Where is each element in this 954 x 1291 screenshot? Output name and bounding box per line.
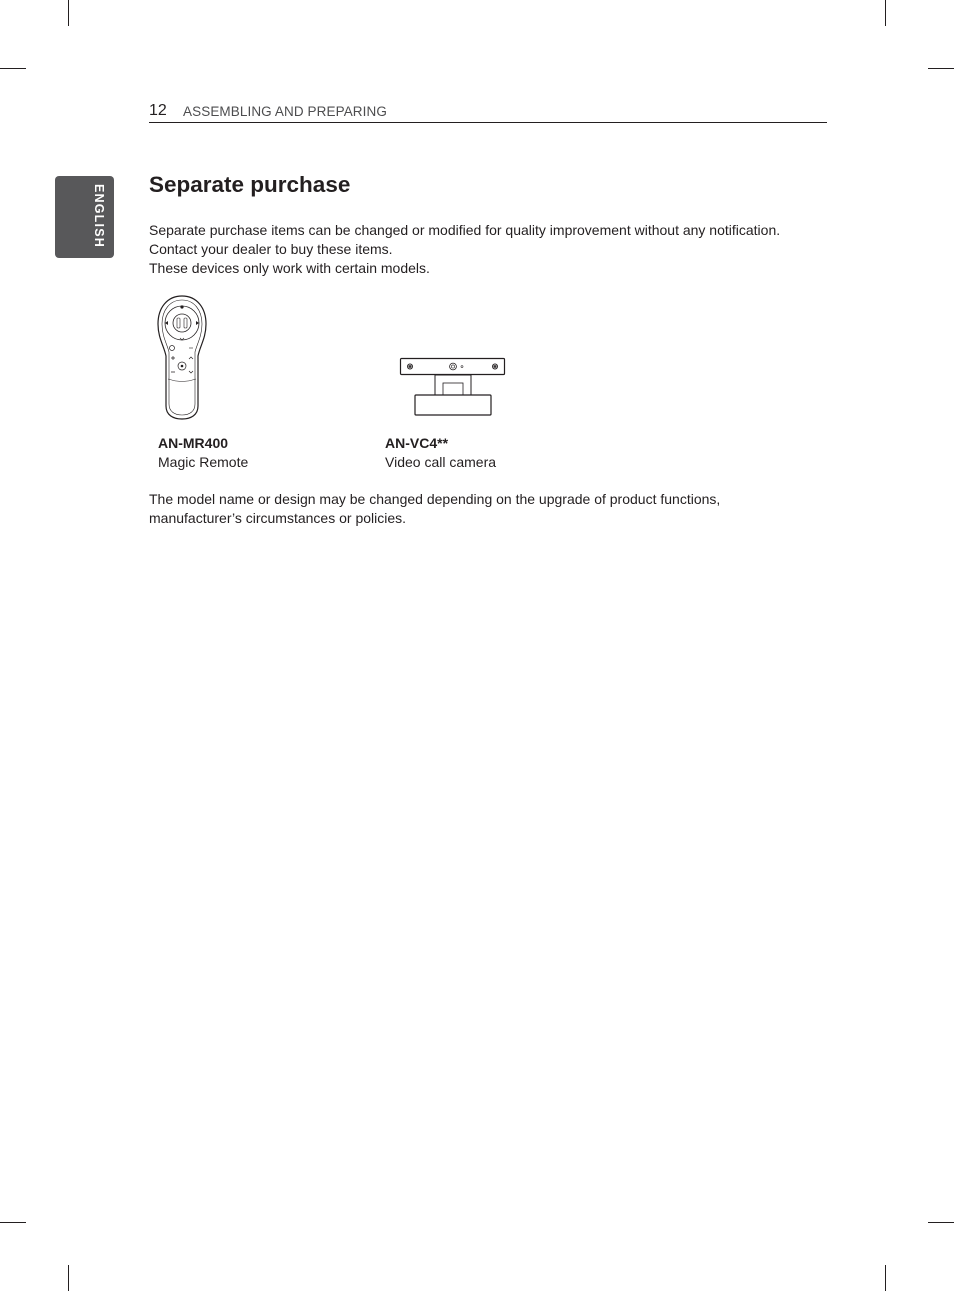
page-number: 12 xyxy=(149,102,167,119)
crop-mark xyxy=(0,68,26,69)
product-magic-remote xyxy=(155,294,211,420)
note-line: manufacturer’s circumstances or policies. xyxy=(149,510,407,526)
intro-line: These devices only work with certain models. xyxy=(149,260,430,276)
intro-line: Contact your dealer to buy these items. xyxy=(149,241,393,257)
language-tab xyxy=(55,176,114,258)
note-line: The model name or design may be changed depending on the upgrade of product functions, xyxy=(149,491,721,507)
product-video-call-camera xyxy=(399,357,507,417)
crop-mark xyxy=(885,1265,886,1291)
product-description: Magic Remote xyxy=(158,454,249,470)
crop-mark xyxy=(0,1222,26,1223)
language-label: ENGLISH xyxy=(92,184,106,248)
product-model: AN-MR400 xyxy=(158,435,229,451)
crop-mark xyxy=(885,0,886,26)
crop-mark xyxy=(928,1222,954,1223)
crop-mark xyxy=(68,1265,69,1291)
page-title: Separate purchase xyxy=(149,172,351,197)
intro-line: Separate purchase items can be changed or modified for quality improvement without any notification. xyxy=(149,222,781,238)
magic-remote-icon xyxy=(155,294,211,420)
section-title: ASSEMBLING AND PREPARING xyxy=(183,104,387,119)
product-model: AN-VC4** xyxy=(385,435,449,451)
video-call-camera-icon xyxy=(399,357,507,417)
product-description: Video call camera xyxy=(385,454,497,470)
intro-text xyxy=(149,221,849,278)
page-header xyxy=(149,101,827,123)
crop-mark xyxy=(928,68,954,69)
disclaimer-note xyxy=(149,490,849,528)
crop-mark xyxy=(68,0,69,26)
